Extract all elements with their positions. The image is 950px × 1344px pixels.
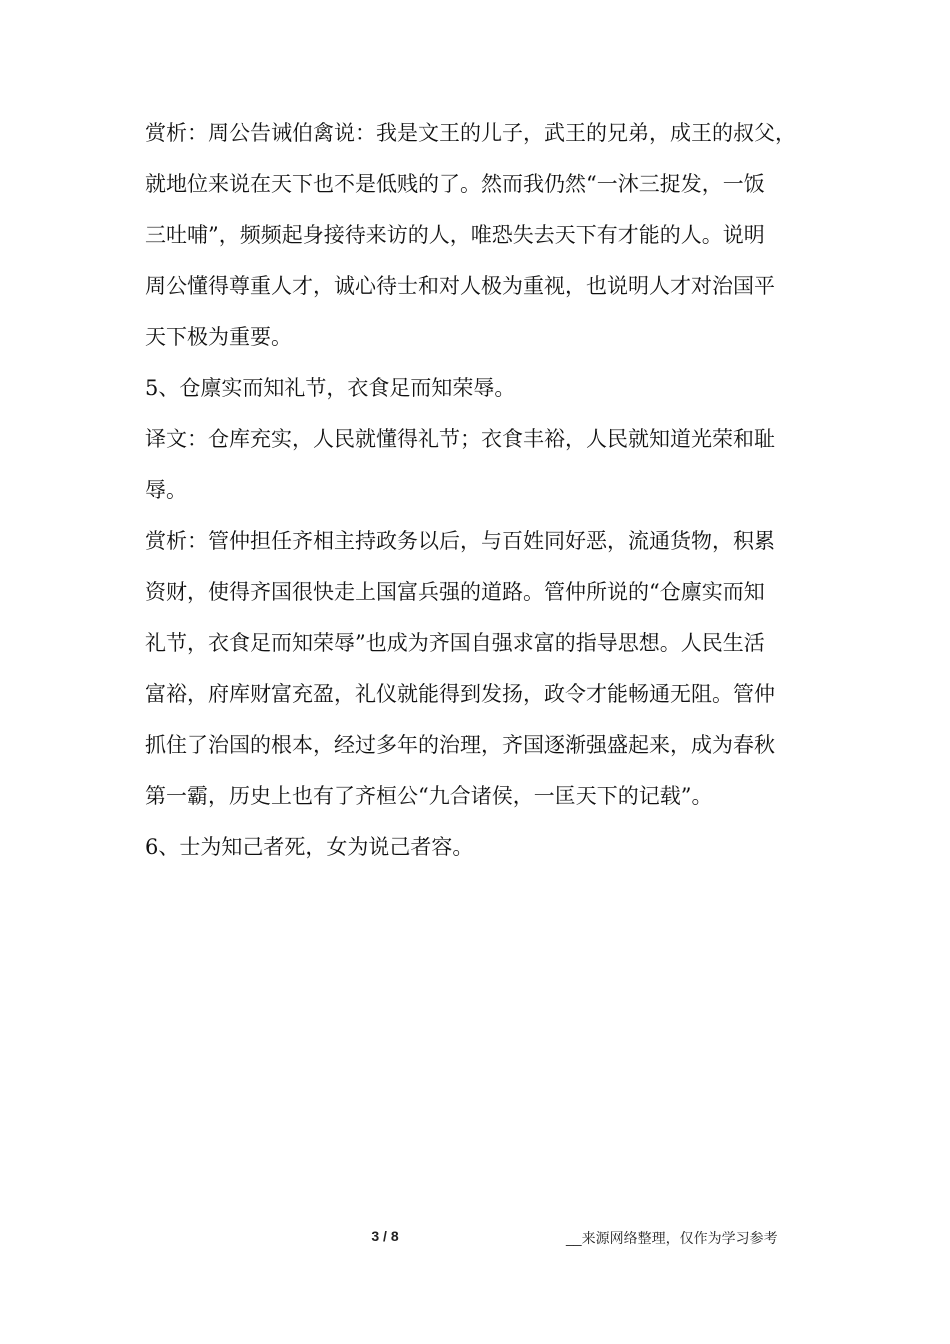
text-line: 译文：仓库充实，人民就懂得礼节；衣食丰裕，人民就知道光荣和耻 bbox=[145, 427, 775, 451]
text-line: 赏析：管仲担任齐相主持政务以后，与百姓同好恶，流通货物，积累 bbox=[145, 529, 775, 553]
text-line: 天下极为重要。 bbox=[145, 325, 292, 349]
text-line: 抓住了治国的根本，经过多年的治理，齐国逐渐强盛起来，成为春秋 bbox=[145, 733, 775, 757]
text-line: 赏析：周公告诫伯禽说：我是文王的儿子，武王的兄弟，成王的叔父， bbox=[145, 121, 796, 145]
footer-note: __来源网络整理，仅作为学习参考 bbox=[566, 1230, 778, 1246]
text-line: 第一霸，历史上也有了齐桓公“九合诸侯，一匡天下的记载”。 bbox=[145, 784, 713, 808]
document-body bbox=[145, 108, 817, 873]
text-line: 资财，使得齐国很快走上国富兵强的道路。管仲所说的“仓廪实而知 bbox=[145, 580, 765, 604]
text-line: 周公懂得尊重人才，诚心待士和对人极为重视，也说明人才对治国平 bbox=[145, 274, 775, 298]
section-heading: 5、仓廪实而知礼节，衣食足而知荣辱。 bbox=[145, 376, 516, 400]
text-line: 三吐哺”，频频起身接待来访的人，唯恐失去天下有才能的人。说明 bbox=[145, 223, 765, 247]
page-number: 3 / 8 bbox=[371, 1228, 399, 1244]
section-heading: 6、士为知己者死，女为说己者容。 bbox=[145, 835, 474, 859]
page-footer bbox=[0, 1228, 950, 1252]
text-line: 辱。 bbox=[145, 478, 187, 502]
text-line: 礼节，衣食足而知荣辱”也成为齐国自强求富的指导思想。人民生活 bbox=[145, 631, 765, 655]
text-line: 富裕，府库财富充盈，礼仪就能得到发扬，政令才能畅通无阻。管仲 bbox=[145, 682, 775, 706]
text-line: 就地位来说在天下也不是低贱的了。然而我仍然“一沐三捉发，一饭 bbox=[145, 172, 765, 196]
